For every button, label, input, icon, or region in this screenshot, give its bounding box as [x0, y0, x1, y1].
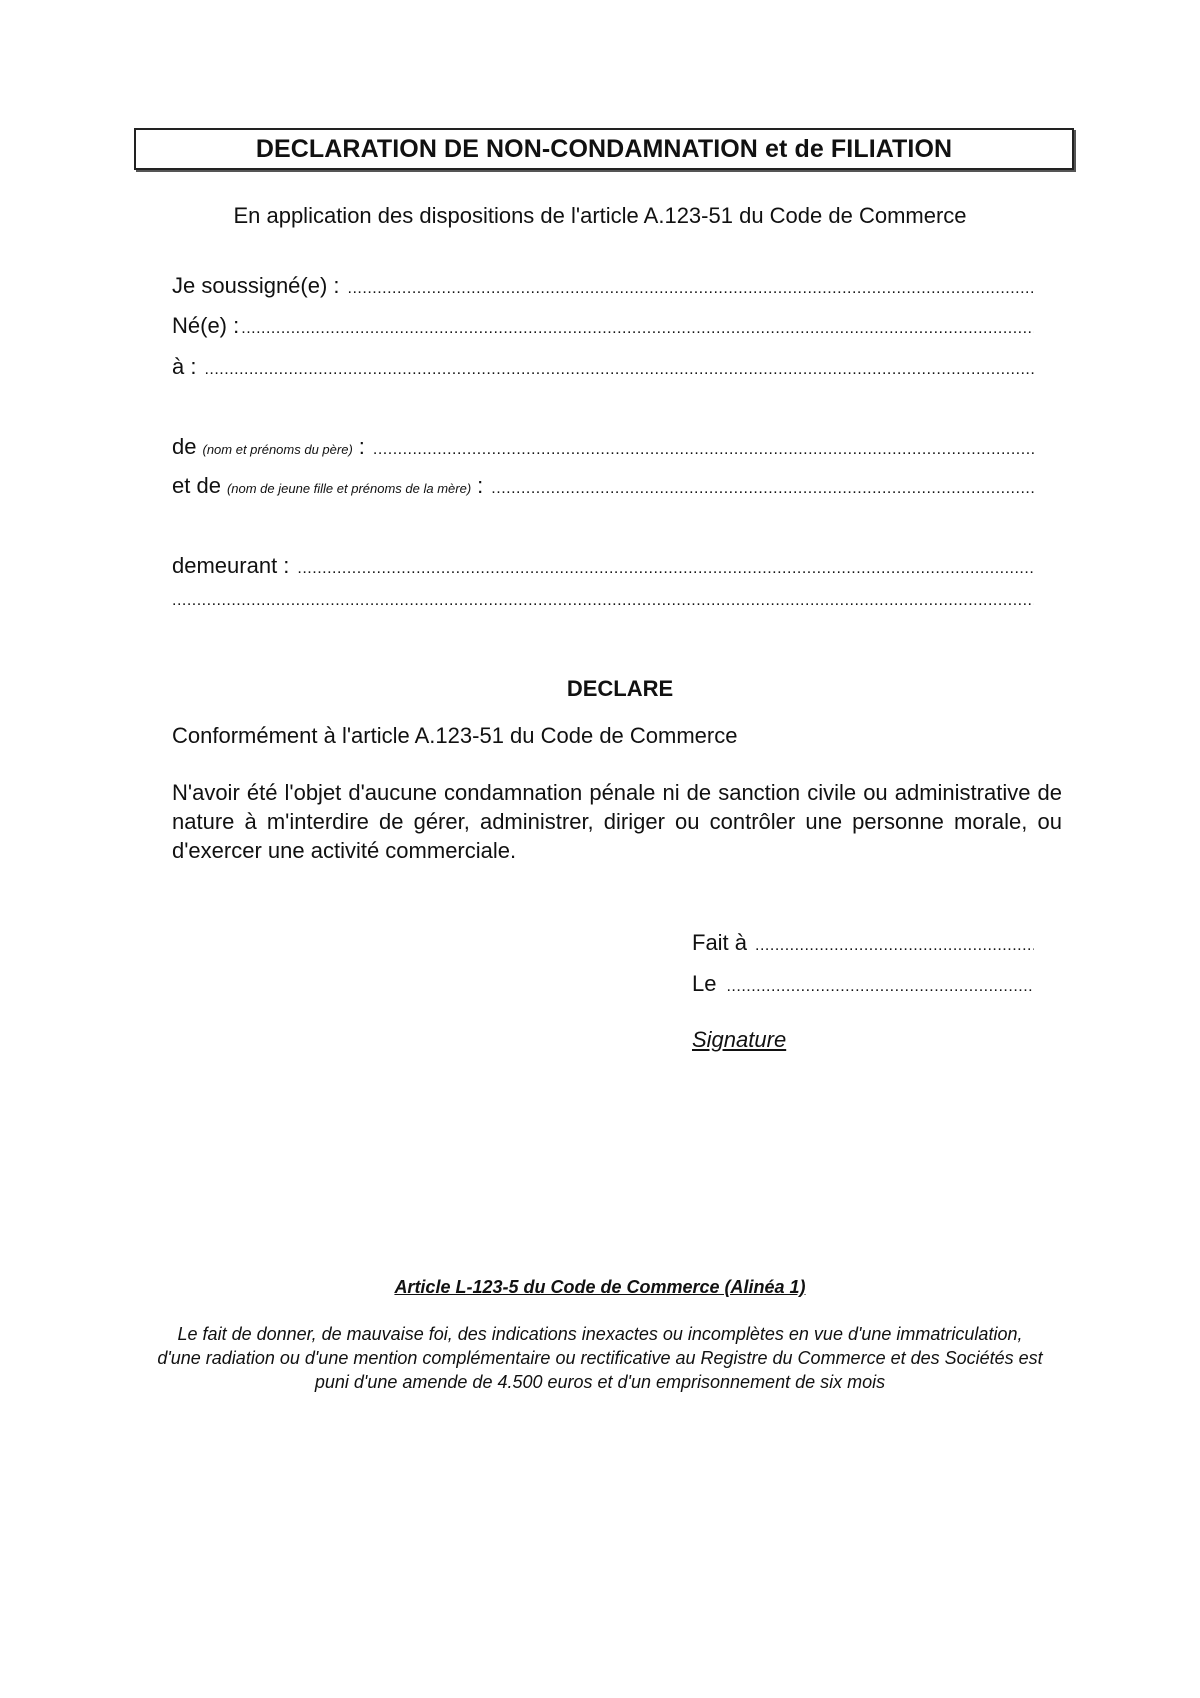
field-pere-colon: :: [358, 434, 365, 459]
article-line-1: Le fait de donner, de mauvaise foi, des indications inexactes ou incomplètes en vue d'une immatriculation,: [177, 1324, 1023, 1344]
field-soussigne-label: Je soussigné(e) :: [172, 273, 340, 298]
article-line-2: d'une radiation ou d'une mention complémentaire ou rectificative au Registre du Commerce et des Sociétés est: [157, 1348, 1043, 1368]
field-mere-note: (nom de jeune fille et prénoms de la mère): [226, 481, 472, 496]
field-pere-note: (nom et prénoms du père): [202, 442, 353, 457]
field-pere-label: de: [172, 434, 197, 459]
field-fait-a[interactable]: [692, 930, 1034, 956]
field-lieu-blank[interactable]: [204, 361, 1034, 379]
field-mere-colon: :: [477, 473, 484, 498]
field-pere[interactable]: [172, 434, 1034, 460]
field-fait-a-label: Fait à: [692, 930, 748, 955]
field-ne-label: Né(e) :: [172, 313, 240, 338]
field-mere-blank[interactable]: [491, 480, 1034, 498]
field-demeurant-continued[interactable]: [172, 592, 1034, 610]
field-pere-blank[interactable]: [373, 441, 1034, 459]
field-demeurant-blank-2[interactable]: [172, 592, 1034, 610]
field-demeurant[interactable]: [172, 553, 1034, 579]
field-date-blank[interactable]: [726, 978, 1034, 996]
conform-text: Conformément à l'article A.123-51 du Code de Commerce: [172, 723, 738, 748]
document-title: DECLARATION DE NON-CONDAMNATION et de FILIATION: [255, 134, 953, 163]
declaration-statement: N'avoir été l'objet d'aucune condamnation pénale ni de sanction civile ou administrative de nature à m'interdire de gérer, administrer, diriger ou contrôler une personne morale, ou d'exercer une activité commerciale.: [172, 780, 1062, 863]
field-demeurant-blank[interactable]: [297, 560, 1034, 578]
field-demeurant-label: demeurant :: [172, 553, 290, 578]
field-ne-blank[interactable]: [241, 320, 1034, 338]
field-soussigne[interactable]: [172, 273, 1034, 299]
field-ne[interactable]: [172, 313, 1034, 339]
field-lieu-label: à :: [172, 354, 197, 379]
field-date[interactable]: [692, 971, 1034, 997]
field-soussigne-blank[interactable]: [348, 280, 1034, 298]
article-body: [80, 1322, 1120, 1394]
field-date-label: Le: [692, 971, 717, 996]
article-line-3: puni d'une amende de 4.500 euros et d'un emprisonnement de six mois: [314, 1372, 886, 1392]
field-mere-label: et de: [172, 473, 221, 498]
declare-heading: DECLARE: [566, 676, 674, 701]
title-box: [134, 128, 1074, 170]
signature-label: Signature: [692, 1027, 787, 1052]
field-lieu[interactable]: [172, 354, 1034, 380]
field-fait-a-blank[interactable]: [755, 937, 1034, 955]
field-mere[interactable]: [172, 473, 1034, 499]
intro-text: En application des dispositions de l'article A.123-51 du Code de Commerce: [233, 203, 967, 228]
article-title: Article L-123-5 du Code de Commerce (Alinéa 1): [394, 1277, 806, 1297]
